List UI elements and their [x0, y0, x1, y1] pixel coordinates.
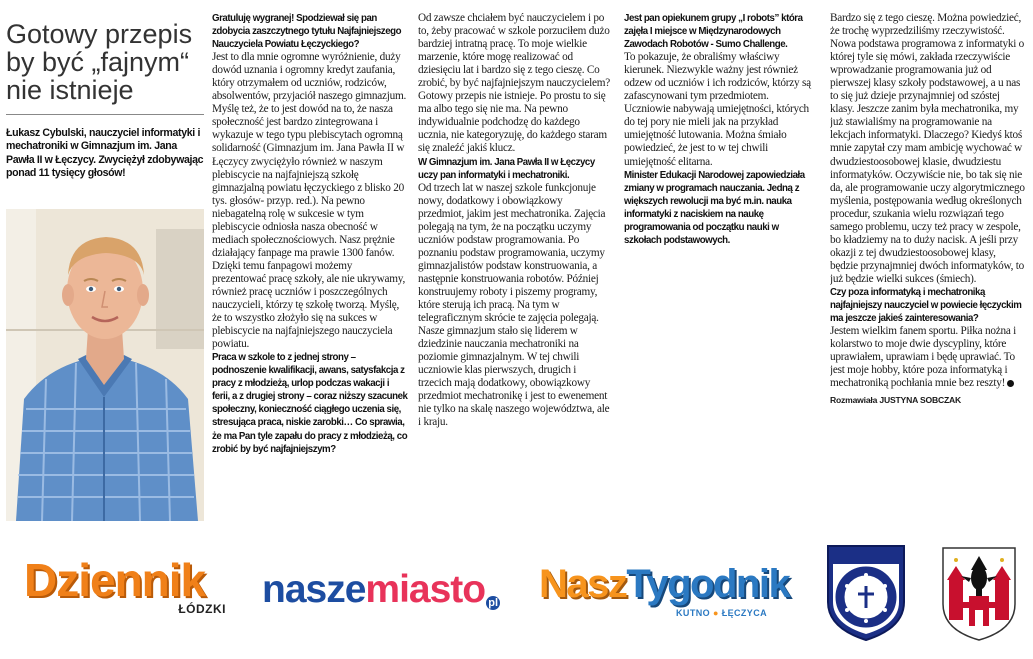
naszemiasto-suffix: pl — [486, 596, 500, 610]
nasz-tygodnik-wordmark — [539, 562, 795, 606]
byline: Rozmawiała JUSTYNA SOBCZAK — [830, 395, 962, 406]
question-1: Gratuluję wygranej! Spodziewał się pan zdobycia zaszczytnego tytułu Najfajniejszego Nauczyciela Powiatu Łęczyckiego? — [212, 13, 402, 51]
dziennik-logo-subtitle: ŁÓDZKI — [178, 602, 226, 616]
nasz-tygodnik-separator: ● — [712, 608, 719, 618]
nasz-tygodnik-city-1: KUTNO — [676, 608, 711, 618]
answer-3: Od trzech lat w naszej szkole funkcjonuje nowy, dodatkowy i obowiązkowy przedmiot, jakim jest mechatronika. Zajęcia polegają na tym, że na początku uczymy uczniów podstaw programowania. Po poznaniu podstaw programowania, uczymy gimnazjalistów podstaw konstruowania, a następnie konstruowania robotów. Później konstruujemy roboty i piszemy programy, które sterują ich pracą. Na tym w telegraficznym skrócie te zajęcia polegają. Nasze gimnazjum stało się liderem w dziedzinie nauczania mechatroniki na poziomie gimnazjalnym. W tej chwili uczniowie klas pierwszych, drugich i trzecich mają dodatkowy, obowiązkowy przedmiot mechatronikę i jest to ewenement nie tylko na skalę naszego województwa, ale i kraju. — [418, 181, 610, 429]
sponsor-logos — [0, 532, 1033, 659]
naszemiasto-part1: nasze — [262, 568, 366, 611]
naszemiasto-logo[interactable] — [262, 570, 500, 610]
nasz-tygodnik-subtitle — [676, 608, 767, 618]
end-mark-icon — [1007, 380, 1014, 387]
dziennik-lodzki-logo[interactable] — [24, 556, 234, 626]
answer-4: To pokazuje, że obraliśmy właściwy kierunek. Niezwykle ważny jest również odzew od uczniów i ich rodziców, którzy są zafascynowani tym przedmiotem. Uczniowie nabywają umiejętności, których do tej pory nie mieli jak na przykład umiejętność lutowania. Można śmiało powiedzieć, że jest to w tej chwili umiejętność elitarna. — [624, 51, 811, 168]
leczyca-coat-of-arms[interactable] — [941, 546, 1017, 642]
text-column-1 — [212, 12, 408, 528]
question-3: W Gimnazjum im. Jana Pawła II w Łęczycy uczy pan informatyki i mechatroniki. — [418, 156, 595, 181]
question-4: Jest pan opiekunem grupy „I robots” która zajęła I miejsce w Międzynarodowych Zawodach Robotów - Sumo Challenge. — [624, 13, 803, 51]
article-headline: Gotowy przepis by być „fajnym“ nie istnieje — [6, 20, 204, 115]
article-lead: Łukasz Cybulski, nauczyciel informatyki i mechatroniki w Gimnazjum im. Jana Pawła II w Łęczycy. Zwyciężył zdobywając ponad 11 tysięcy głosów! — [6, 127, 204, 180]
gimnazjum-emblem[interactable] — [825, 542, 907, 642]
text-column-3 — [624, 12, 814, 528]
naszemiasto-part2: miasto — [365, 568, 486, 611]
question-5: Minister Edukacji Narodowej zapowiedziała zmiany w programach nauczania. Jedną z większych rewolucji ma być m.in. nauka informatyki z naciskiem na naukę programowania od początku nauki w szkołach podstawowych. — [624, 169, 805, 246]
coat-of-arms-icon — [941, 546, 1017, 642]
teacher-portrait-photo — [6, 209, 204, 521]
question-2: Praca w szkole to z jednej strony – podnoszenie kwalifikacji, awans, satysfakcja z pracy z młodzieżą, urlop podczas wakacji i ferii, a z drugiej strony – coraz niższy szacunek społeczny, konieczność ciągłego uczenia się, stresująca praca, niskie zarobki… Co sprawia, że ma Pan tyle zapału do pracy z młodzieżą, co zrobić by być najfajniejszym? — [212, 352, 408, 455]
answer-5: Bardzo się z tego cieszę. Można powiedzieć, że trochę wyprzedziliśmy rzeczywistość. Nowa podstawa programowa z informatyki o której tyle się mówi, zakłada rzeczywiście wprowadzanie programowania już od pierwszej klasy szkoły podstawowej, a u nas to się już dzieje przynajmniej od szóstej klasy. Jeszcze zanim była mechatronika, my już stawialiśmy na programowanie na lekcjach informatyki. Dlaczego? Kiedyś ktoś mnie zapytał czy mam ambicję wychować w dwudziestoosobowej klasie, dwudziestu informatyków. Oczywiście nie, bo tak się nie da, ale programowanie uczy algorytmicznego myślenia, postępowania według określonych procedur, szukania wielu rozwiązań tego samego problemu, uczy też pracy w zespole, bo kładziemy na to duży nacisk. A jeśli przy okazji z tej dwudziestoosobowej klasy, będzie przynajmniej dwóch informatyków, to już będzie wielki sukces (śmiech). — [830, 12, 1025, 285]
gimnazjum-shield-icon — [825, 542, 907, 642]
nasz-tygodnik-logo[interactable] — [539, 562, 795, 634]
text-column-2 — [418, 12, 610, 528]
nasz-tygodnik-part1: Nasz — [539, 562, 627, 606]
nasz-tygodnik-part2: Tygodnik — [626, 562, 790, 606]
answer-2: Od zawsze chciałem być nauczycielem i po to, żeby pracować w szkole porzuciłem dużo bardziej intratną pracę. To moje wielkie marzenie, które mogę realizować od dziesięciu lat i bardzo się z tego cieszę. Co zrobić, by być najfajniejszym nauczycielem? Gotowy przepis nie istnieje. Po prostu to się ma albo tego się nie ma. Na pewno indywidualnie podchodzę do każdego ucznia, nie kategoryzuję, do każdego staram się znaleźć jakiś klucz. — [418, 12, 610, 155]
nasz-tygodnik-city-2: ŁĘCZYCA — [721, 608, 767, 618]
answer-1: Jest to dla mnie ogromne wyróżnienie, duży dowód uznania i ogromny kredyt zaufania, który otrzymałem od uczniów, rodziców, absolwentów, przyjaciół naszego gimnazjum. Myślę też, że to jest dowód na to, że nasza społeczność jest bardzo zintegrowana i wykazuje w tego typu plebiscytach ogromną solidarność (Gimnazjum im. Jana Pawła II w Łęczycy zwyciężyło również w naszym plebiscycie na najfajniejszą szkołę gimnazjalną powiatu łęczyckiego z blisko 20 tys. głosów- przyp. red.). Na pewno niebagatelną rolę w sukcesie w tym plebiscycie odniosła nasza obecność w mediach społecznościowych. Nasz prężnie działający fanpage ma prawie 1300 fanów. Dzięki temu fanpagowi możemy prezentować pracę szkoły, ale nie ukrywamy, również pracę uczniów i poszczególnych nauczycieli, którzy tę szkołę tworzą. Myślę, że to wszystko złożyło się na sukces w plebiscycie na najfajniejszego nauczyciela powiatu. — [212, 51, 407, 351]
question-6: Czy poza informatyką i mechatroniką najfajniejszy nauczyciel w powiecie łęczyckim ma jeszcze jakieś zainteresowania? — [830, 286, 1022, 325]
answer-6 — [830, 325, 1026, 390]
dziennik-logo-text: Dziennik — [24, 554, 206, 606]
text-column-4 — [830, 12, 1026, 528]
answer-6-text: Jestem wielkim fanem sportu. Piłka nożna i kolarstwo to moje dwie dyscypliny, które uprawiałem, uprawiam i będę uprawiać. To jest moje hobby, które poza informatyką i mechatroniką pochłania mnie bez reszty! — [830, 325, 1017, 390]
